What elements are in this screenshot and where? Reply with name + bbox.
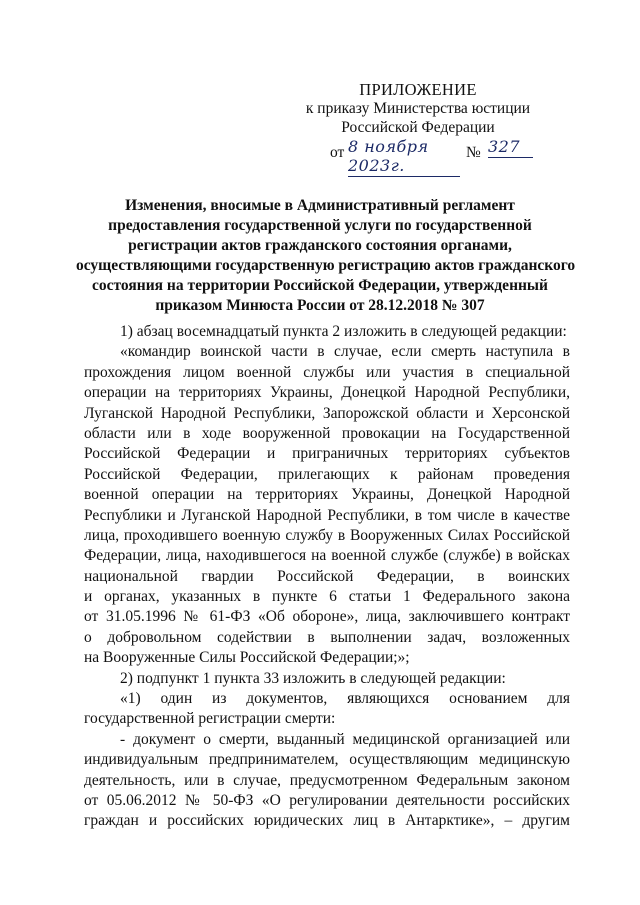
heading-line: приказом Минюста России от 28.12.2018 № 307 (155, 297, 485, 314)
body-line: «командир воинской части в случае, если смерть наступила в (120, 343, 570, 361)
body-line: лица, проходившего военную службу в Вооруженных Силах Российской (84, 526, 570, 544)
body-line: и органах, указанных в пункте 6 статьи 1 Федерального закона (84, 588, 570, 606)
body-line: военной операции на территориях Украины, Донецкой Народной (84, 486, 570, 504)
body-line: 1) абзац восемнадцатый пункта 2 изложить в следующей редакции: (120, 323, 567, 340)
appendix-line: к приказу Министерства юстиции (305, 100, 531, 117)
body-line: национальной гвардии Российской Федерации, в воинских (84, 567, 570, 585)
body-line: прохождения лицом военной службы или участия в специальной (84, 363, 570, 381)
body-line: деятельность, или в случае, предусмотренном Федеральным законом (84, 771, 570, 789)
body-line: от 31.05.1996 № 61-ФЗ «Об обороне», лица, заключившего контракт (84, 608, 570, 626)
handwritten-number: 327 (488, 137, 533, 158)
body-line: от 05.06.2012 № 50-ФЗ «О регулировании деятельности российских (84, 792, 570, 810)
body-line: - документ о смерти, выданный медицинской организацией или (120, 730, 570, 748)
appendix-title: ПРИЛОЖЕНИЕ (359, 80, 477, 99)
handwritten-date: 8 ноября 2023г. (348, 137, 460, 177)
body-line: Российской Федерации, прилегающих к районам проведения (84, 465, 570, 483)
appendix-block (288, 80, 548, 175)
heading-line: предоставления государственной услуги по государственной (108, 217, 532, 234)
heading-line: Изменения, вносимые в Административный регламент (125, 197, 515, 214)
body-line: граждан и российских юридических лиц в Антарктике», – другим (84, 812, 570, 830)
heading-line: осуществляющими государственную регистрацию актов гражданского (76, 257, 576, 274)
body-line: Республики и Луганской Народной Республики, в том числе в качестве (84, 506, 570, 524)
body-line: государственной регистрации смерти: (84, 710, 336, 728)
body-line: 2) подпункт 1 пункта 33 изложить в следующей редакции: (120, 669, 506, 687)
body-line: о добровольном содействии в выполнении задач, возложенных (84, 628, 570, 646)
appendix-line: Российской Федерации (341, 119, 495, 136)
body-line: Российской Федерации и приграничных территориях субъектов (84, 445, 570, 463)
document-body (84, 322, 570, 832)
body-line: области или в ходе вооруженной провокации на Государственной (84, 424, 570, 442)
date-prefix: от (330, 144, 345, 161)
body-line: Луганской Народной Республики, Запорожской области и Херсонской (84, 404, 570, 422)
body-line: на Вооруженные Силы Российской Федерации;»; (84, 649, 410, 667)
body-line: индивидуальным предпринимателем, осуществляющим медицинскую (84, 751, 570, 769)
document-heading (76, 196, 576, 316)
body-line: операции на территориях Украины, Донецкой Народной Республики, (84, 384, 570, 402)
body-line: «1) один из документов, являющихся основанием для (120, 690, 570, 708)
heading-line: состояния на территории Российской Федерации, утвержденный (92, 277, 548, 294)
heading-line: регистрации актов гражданского состояния органами, (128, 237, 512, 254)
body-line: Федерации, лица, находившегося на военной службе (службе) в войсках (84, 547, 570, 565)
appendix-date-row (288, 137, 548, 175)
number-sign: № (466, 144, 481, 161)
